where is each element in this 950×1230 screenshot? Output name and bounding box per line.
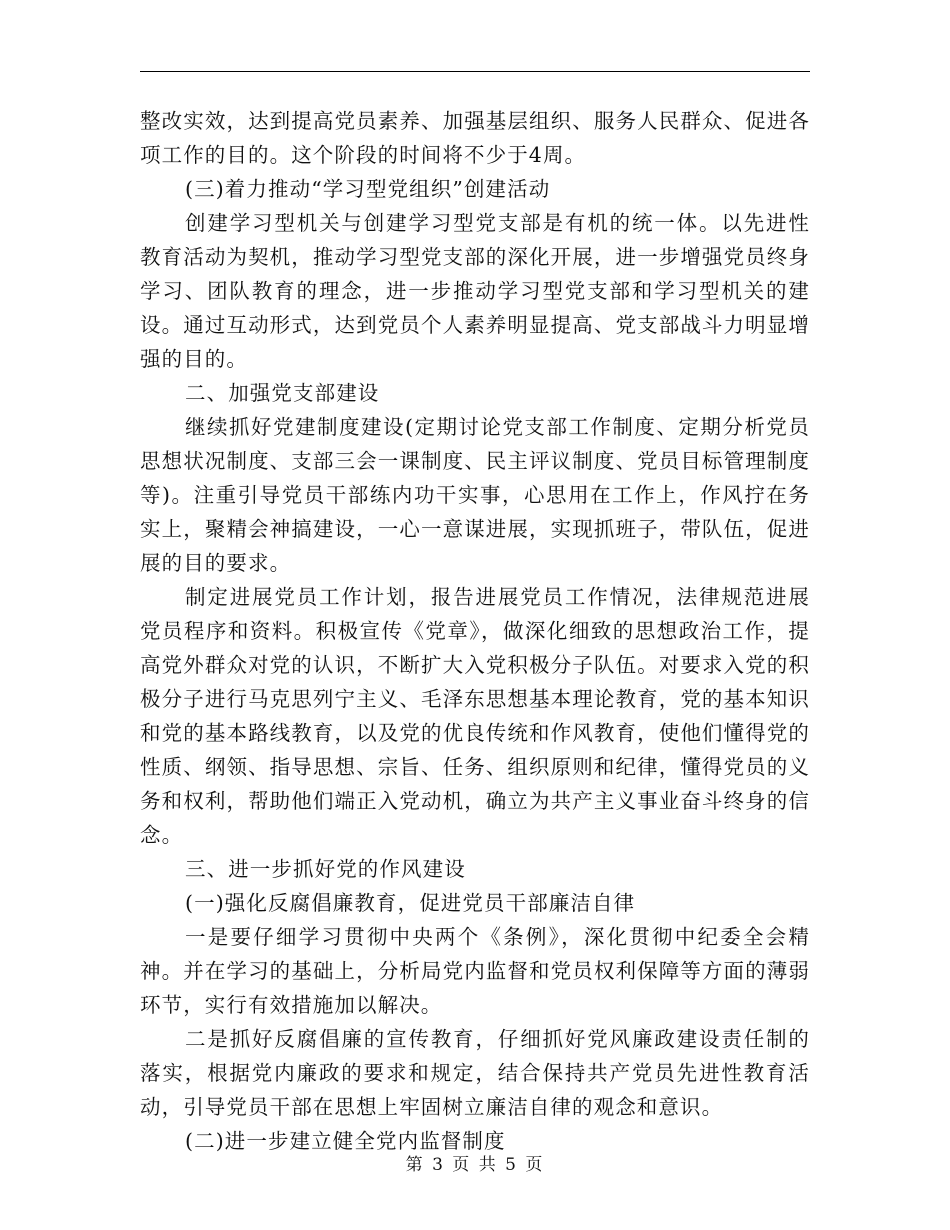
- paragraph-party-system: 继续抓好党建制度建设(定期讨论党支部工作制度、定期分析党员思想状况制度、支部三会一课制度、民主评议制度、党员目标管理制度等)。注重引导党员干部练内功干实事，心思用在工作上，作风拧在务实上，聚精会神搞建设，一心一意谋进展，实现抓班子，带队伍，促进展的目的要求。: [140, 415, 810, 575]
- section-heading-branch-building: 二、加强党支部建设: [185, 381, 380, 405]
- paragraph-regulations-study: 一是要仔细学习贯彻中央两个《条例》，深化贯彻中纪委全会精神。并在学习的基础上，分析局党内监督和党员权利保障等方面的薄弱环节，实行有效措施加以解决。: [140, 925, 810, 1017]
- subsection-heading-anti-corruption: (一)强化反腐倡廉教育，促进党员干部廉洁自律: [185, 891, 636, 915]
- paragraph-continuation: 整改实效，达到提高党员素养、加强基层组织、服务人民群众、促进各项工作的目的。这个阶段的时间将不少于4周。: [140, 109, 810, 167]
- document-body: [140, 104, 810, 1158]
- section-heading-learning-organization: (三)着力推动“学习型党组织”创建活动: [185, 177, 551, 201]
- paragraph-member-development: 制定进展党员工作计划，报告进展党员工作情况，法律规范进展党员程序和资料。积极宣传《党章》，做深化细致的思想政治工作，提高党外群众对党的认识，不断扩大入党积极分子队伍。对要求入党的积极分子进行马克思列宁主义、毛泽东思想基本理论教育，党的基本知识和党的基本路线教育，以及党的优良传统和作风教育，使他们懂得党的性质、纲领、指导思想、宗旨、任务、组织原则和纪律，懂得党员的义务和权利，帮助他们端正入党动机，确立为共产主义事业奋斗终身的信念。: [140, 585, 810, 847]
- section-heading-work-style: 三、进一步抓好党的作风建设: [185, 857, 466, 881]
- page-footer: 第 3 页 共 5 页: [405, 1155, 545, 1175]
- paragraph-anti-corruption-education: 二是抓好反腐倡廉的宣传教育，仔细抓好党风廉政建设责任制的落实，根据党内廉政的要求和规定，结合保持共产党员先进性教育活动，引导党员干部在思想上牢固树立廉洁自律的观念和意识。: [140, 1027, 810, 1119]
- subsection-heading-supervision: (二)进一步建立健全党内监督制度: [185, 1129, 506, 1153]
- header-rule: [140, 71, 810, 72]
- paragraph-learning-organization: 创建学习型机关与创建学习型党支部是有机的统一体。以先进性教育活动为契机，推动学习型党支部的深化开展，进一步增强党员终身学习、团队教育的理念，进一步推动学习型党支部和学习型机关的建设。通过互动形式，达到党员个人素养明显提高、党支部战斗力明显增强的目的。: [140, 211, 810, 371]
